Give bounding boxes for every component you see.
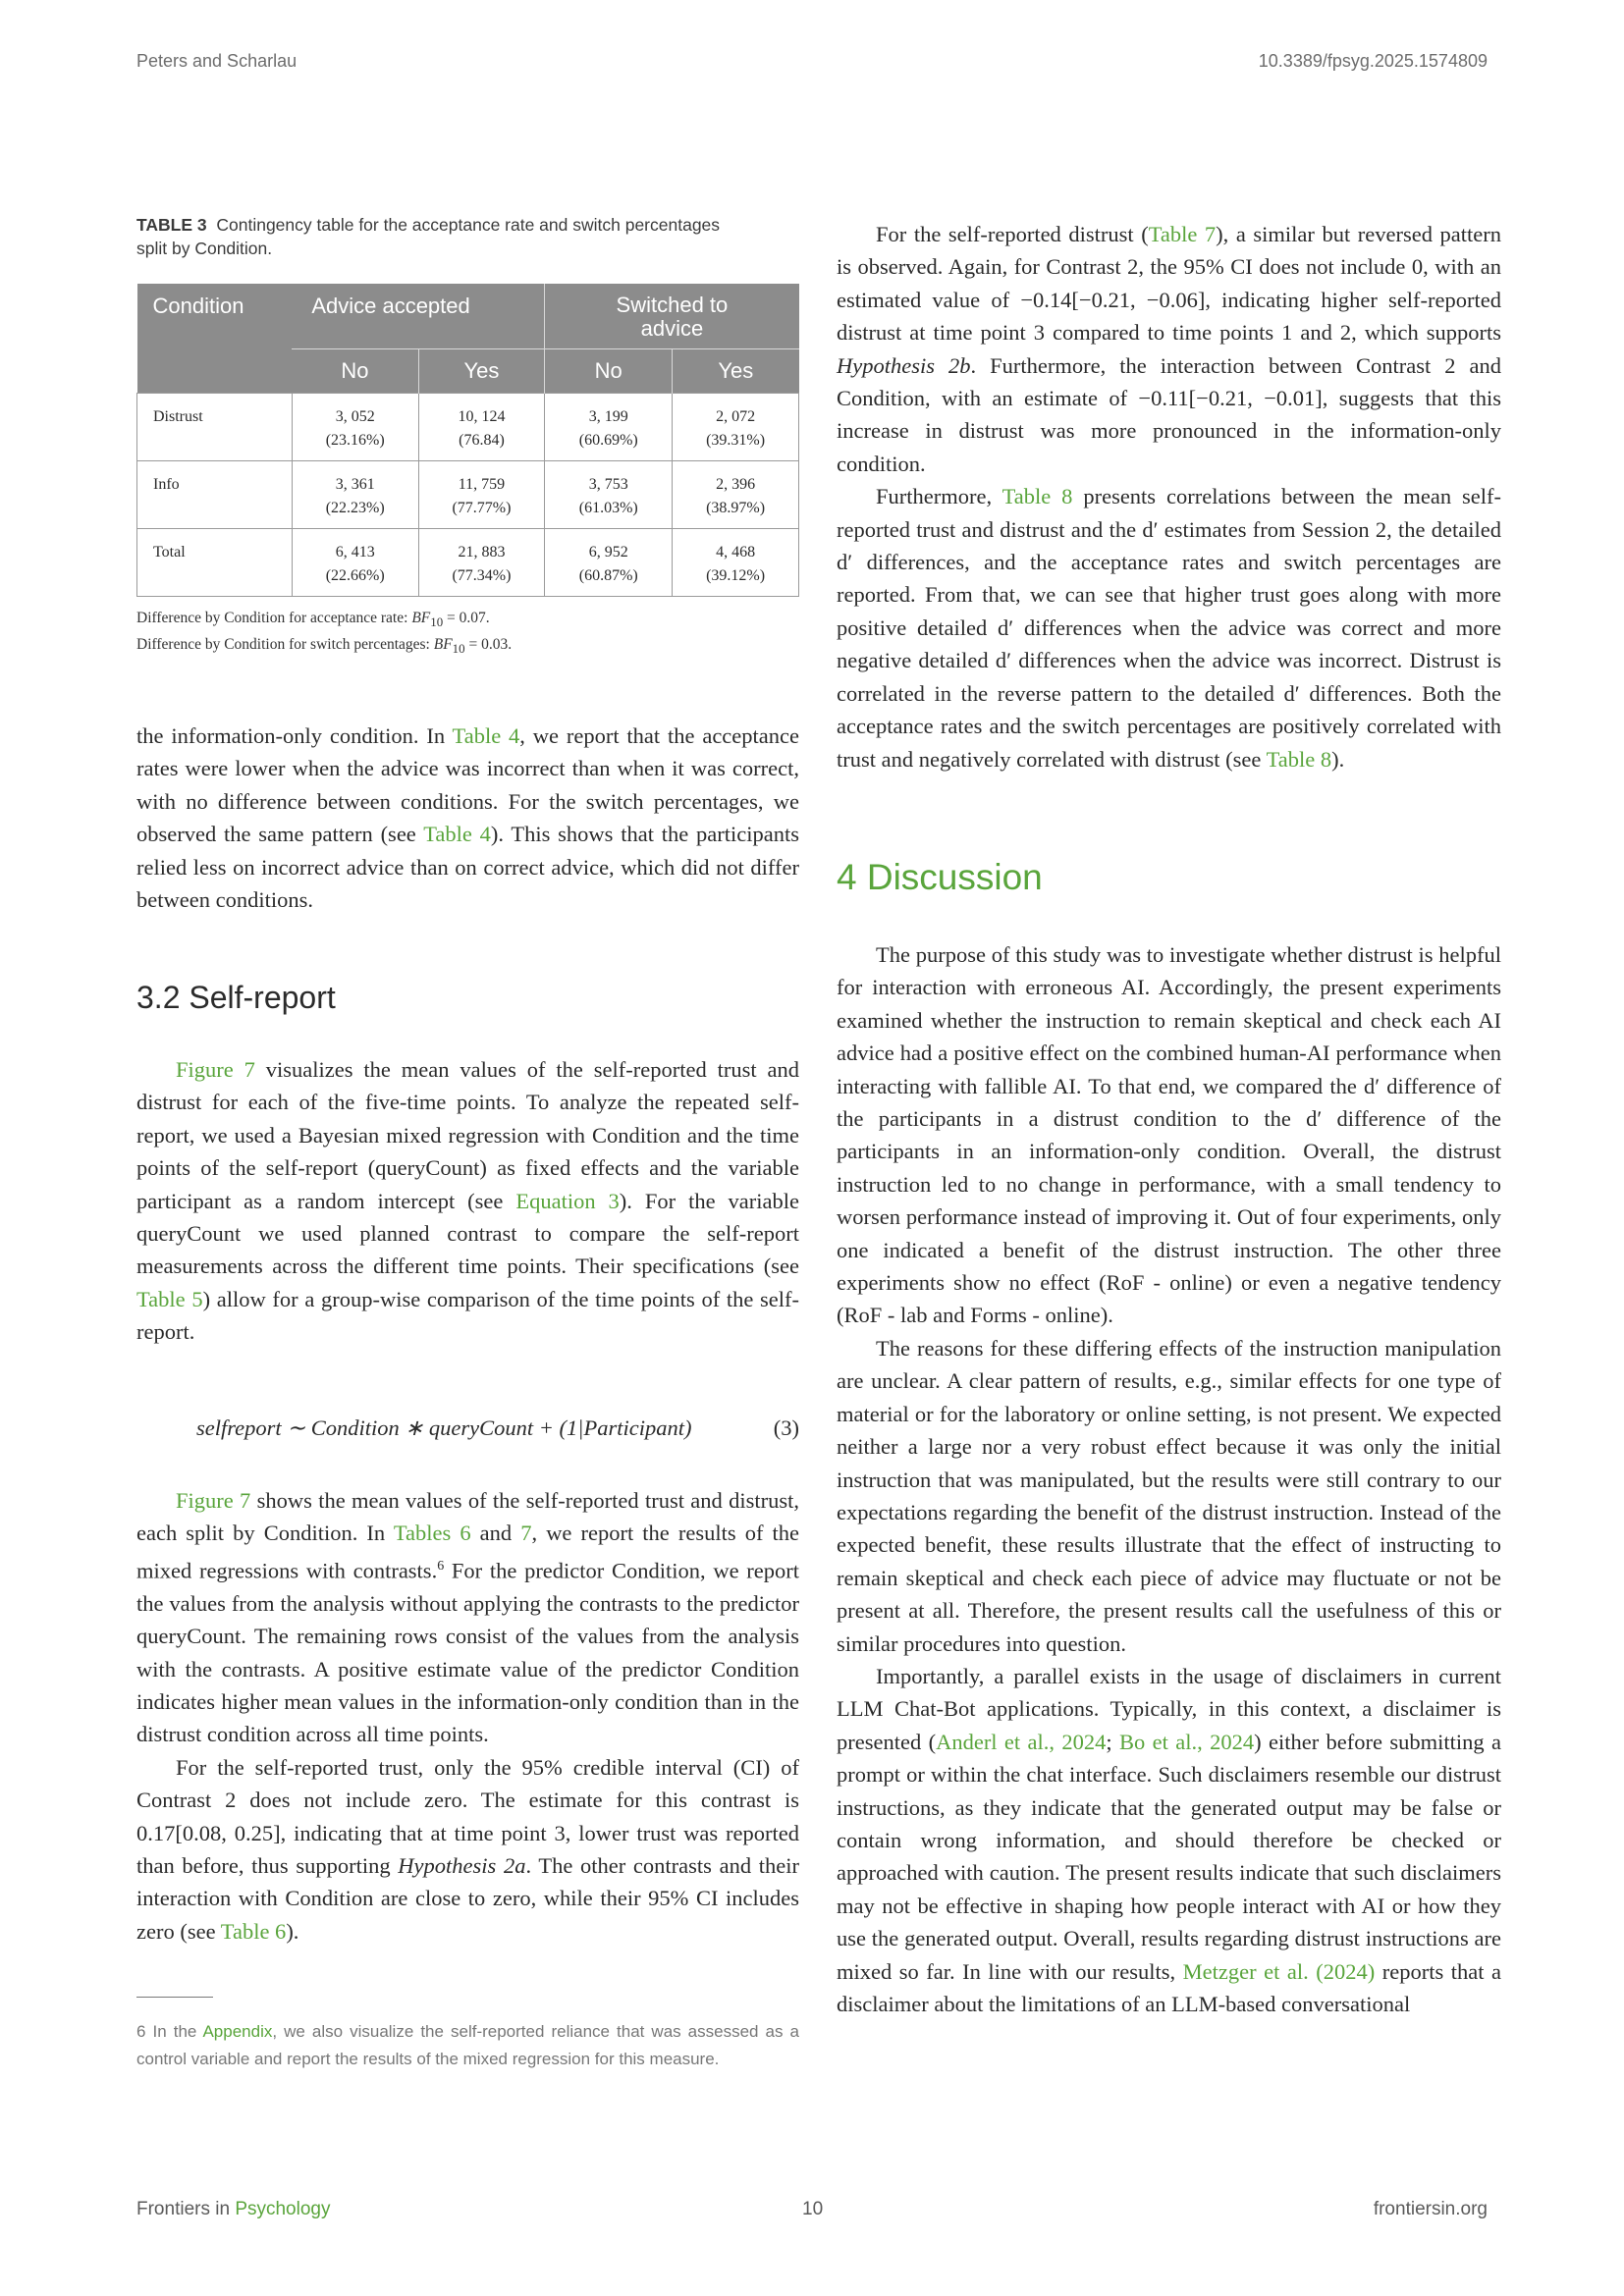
subheader-no: No [545, 348, 673, 393]
citation-bo-link[interactable]: Bo et al., 2024 [1119, 1729, 1255, 1754]
subheader-yes: Yes [673, 348, 799, 393]
col-header-advice-accepted: Advice accepted [292, 284, 545, 348]
footnote-marker[interactable]: 6 [437, 1558, 445, 1574]
table-cell: 4, 468 (39.12%) [673, 528, 799, 596]
citation-metzger-link[interactable]: Metzger et al. (2024) [1182, 1958, 1376, 1984]
table-note-acceptance: Difference by Condition for acceptance rate: $BF_{10} = 0.07$. [136, 610, 490, 630]
journal-link[interactable]: Psychology [235, 2199, 331, 2219]
table-cell: 6, 952 (60.87%) [545, 528, 673, 596]
right-paragraph-2: Furthermore, Table 8 presents correlations between the mean self-reported trust and distrust and the d′ estimates from Session 2, the detailed d′ differences, and the acceptance rates and switch percentages are reported. From that, we can see that higher trust goes along with more positive detailed d′ differences when the advice was correct and more negative detailed d′ differences when the advice was incorrect. Distrust is correlated in the reverse pattern to the detailed d′ differences. Both the acceptance rates and the switch percentages are positively correlated with trust and negatively correlated with distrust (see Table 8). [837, 484, 1501, 772]
page-number: 10 [802, 2199, 824, 2219]
table-cell: 21, 883 (77.34%) [418, 528, 545, 596]
table-footnotes [136, 607, 512, 660]
equation-number: (3) [773, 1415, 799, 1440]
table-caption-text: Contingency table for the acceptance rate and switch percentages split by Condition. [136, 215, 721, 258]
col-header-switched: Switched to advice [545, 284, 799, 348]
table-cell: 3, 753 (61.03%) [545, 460, 673, 528]
row-label: Total [137, 528, 293, 596]
discussion-paragraph-3: Importantly, a parallel exists in the usage of disclaimers in current LLM Chat-Bot applications. Typically, in this context, a disclaimer is presented (Anderl et al., 2024; Bo et al., 2024) either before submitting a prompt or within the chat interface. Such disclaimers resemble our distrust instructions, as they indicate that the generated output may be false or contain wrong information, and should therefore be checked or approached with caution. The present results indicate that such disclaimers may not be effective in shaping how people interact with AI or how they use the generated output. Overall, results regarding distrust instructions are mixed so far. In line with our results, Metzger et al. (2024) reports that a disclaimer about the limitations of an LLM-based conversational [837, 1663, 1501, 2016]
section-heading-self-report: 3.2 Self-report [136, 980, 336, 1015]
table-8-link[interactable]: Table 8 [1266, 746, 1332, 772]
table-cell: 3, 361 (22.23%) [292, 460, 418, 528]
discussion-paragraph-2: The reasons for these differing effects of the instruction manipulation are unclear. A clear pattern of results, e.g., similar effects for one type of material or for the laboratory or online setting, is not present. We expected neither a large nor a very robust effect because it was only the initial instruction that was manipulated, but the results were still contrary to our expectations regarding the benefit of the distrust instruction. Instead of the expected benefit, these results illustrate that the effect of instructing to remain skeptical and check each piece of advice may fluctuate or not be present at all. Therefore, the present results call the usefulness of this or similar procedures into question. [837, 1335, 1501, 1656]
table-4-link[interactable]: Table 4 [452, 723, 520, 748]
table-7-link[interactable]: Table 7 [1148, 222, 1217, 246]
table-cell: 6, 413 (22.66%) [292, 528, 418, 596]
citation-anderl-link[interactable]: Anderl et al., 2024 [936, 1729, 1107, 1754]
table-caption [136, 213, 726, 260]
running-header-doi: 10.3389/fpsyg.2025.1574809 [1258, 51, 1488, 71]
right-paragraph-1: For the self-reported distrust (Table 7), a similar but reversed pattern is observed. Again, for Contrast 2, the 95% CI does not include 0, with an estimated value of −0.14[−0.21, −0.06], indicating higher self-reported distrust at time point 3 compared to time points 1 and 2, which supports Hypothesis 2b. Furthermore, the interaction between Contrast 2 and Condition, with an estimate of −0.11[−0.21, −0.01], suggests that this increase in distrust was more pronounced in the information-only condition. [837, 222, 1502, 476]
table-7-link[interactable]: 7 [520, 1521, 532, 1546]
left-paragraph-1: the information-only condition. In Table 4, we report that the acceptance rates were lower when the advice was incorrect than when it was correct, with no difference between conditions. For the switch percentages, we observed the same pattern (see Table 4). This shows that the participants relied less on incorrect advice than on correct advice, which did not differ between conditions. [136, 723, 799, 913]
contingency-table [136, 284, 799, 597]
figure-7-link[interactable]: Figure 7 [176, 1488, 251, 1513]
table-caption-label: TABLE 3 [136, 215, 207, 235]
discussion-paragraph-1: The purpose of this study was to investigate whether distrust is helpful for interaction with erroneous AI. Accordingly, the present experiments examined whether the instruction to remain skeptical and check each AI advice had a positive effect on the combined human-AI performance when interacting with fallible AI. To that end, we compared the d′ difference of the participants in a distrust condition to the d′ difference of the participants in an information-only condition. Overall, the distrust instruction led to no change in performance, with a small tendency to worsen performance instead of improving it. Out of four experiments, only one indicated a benefit of the distrust instruction. The other three experiments show no effect (RoF - online) or even a negative tendency (RoF - lab and Forms - online). [837, 942, 1501, 1328]
footnote-divider [136, 1997, 213, 1998]
footnote-6: 6 In the Appendix, we also visualize the self-reported reliance that was assessed as a control variable and report the results of the mixed regression for this measure. [136, 2022, 799, 2068]
left-paragraph-4: For the self-reported trust, only the 95% credible interval (CI) of Contrast 2 does not include zero. The estimate for this contrast is 0.17[0.08, 0.25], indicating that at time point 3, lower trust was reported than before, thus supporting Hypothesis 2a. The other contrasts and their interaction with Condition are close to zero, while their 95% CI includes zero (see Table 6). [136, 1754, 799, 1944]
row-label: Info [137, 460, 293, 528]
table-cell: 11, 759 (77.77%) [418, 460, 545, 528]
table-4-link[interactable]: Table 4 [423, 822, 491, 847]
table-cell: 10, 124 (76.84) [418, 393, 545, 460]
right-paragraphs-top [837, 218, 1501, 775]
appendix-link[interactable]: Appendix [202, 2022, 273, 2041]
table-cell: 2, 396 (38.97%) [673, 460, 799, 528]
left-paragraph-2: Figure 7 visualizes the mean values of the self-reported trust and distrust for each of the five-time points. To analyze the repeated self-report, we used a Bayesian mixed regression with Condition and the time points of the self-report (queryCount) as fixed effects and the variable participant as a random intercept (see Equation 3). For the variable queryCount we used planned contrast to compare the self-report measurements across the different time points. Their specifications (see Table 5) allow for a group-wise comparison of the time points of the self-report. [136, 1057, 799, 1345]
footer-site-link[interactable]: frontiersin.org [1373, 2199, 1488, 2219]
table-5-link[interactable]: Table 5 [136, 1286, 203, 1311]
equation-3-link[interactable]: Equation 3 [515, 1188, 620, 1213]
table-row [137, 393, 799, 460]
table-6-link[interactable]: Table 6 [220, 1918, 287, 1944]
section-heading-discussion: 4 Discussion [837, 857, 1043, 897]
equation-3 [196, 1415, 799, 1441]
left-paragraph-3: Figure 7 shows the mean values of the self-reported trust and distrust, each split by Condition. In Tables 6 and 7, we report the results of the mixed regressions with contrasts.$^6$ For the predictor Condition, we report the values from the analysis without applying the contrasts to the predictor queryCount. The remaining rows consist of the values from the analysis with the contrasts. A positive estimate value of the predictor Condition indicates higher mean values in the information-only condition than in the distrust condition across all time points. For the self-reported trust, only the 95% credible interval (CI) of Contrast 2 does not include zero. The estimate for this contrast is 0.17[0.08, 0.25], indicating that at time point 3, lower trust was reported than before, thus supporting Hypothesis 2a. The other contrasts and their interaction with Condition are close to zero, while their 95% CI includes zero (see Table 6). [136, 1484, 799, 1948]
col-header-condition: Condition [137, 284, 293, 393]
table-cell: 3, 199 (60.69%) [545, 393, 673, 460]
figure-7-link[interactable]: Figure 7 [176, 1057, 255, 1082]
running-header-authors: Peters and Scharlau [136, 51, 298, 71]
table-8-link[interactable]: Table 8 [1001, 484, 1073, 509]
right-paragraphs-discussion [837, 938, 1501, 2020]
subheader-yes: Yes [418, 348, 545, 393]
table-row [137, 460, 799, 528]
table-note-switch: Difference by Condition for switch percentages: $BF_{10} = 0.03$. [136, 636, 513, 657]
tables-6-link[interactable]: Tables 6 [393, 1521, 471, 1546]
subheader-no: No [292, 348, 418, 393]
row-label: Distrust [137, 393, 293, 460]
table-cell: 3, 052 (23.16%) [292, 393, 418, 460]
table-cell: 2, 072 (39.31%) [673, 393, 799, 460]
equation-expression: selfreport ∼ Condition ∗ queryCount + (1|Participant) [196, 1415, 692, 1440]
footer-journal: Frontiers in Psychology [136, 2199, 331, 2219]
table-row [137, 528, 799, 596]
